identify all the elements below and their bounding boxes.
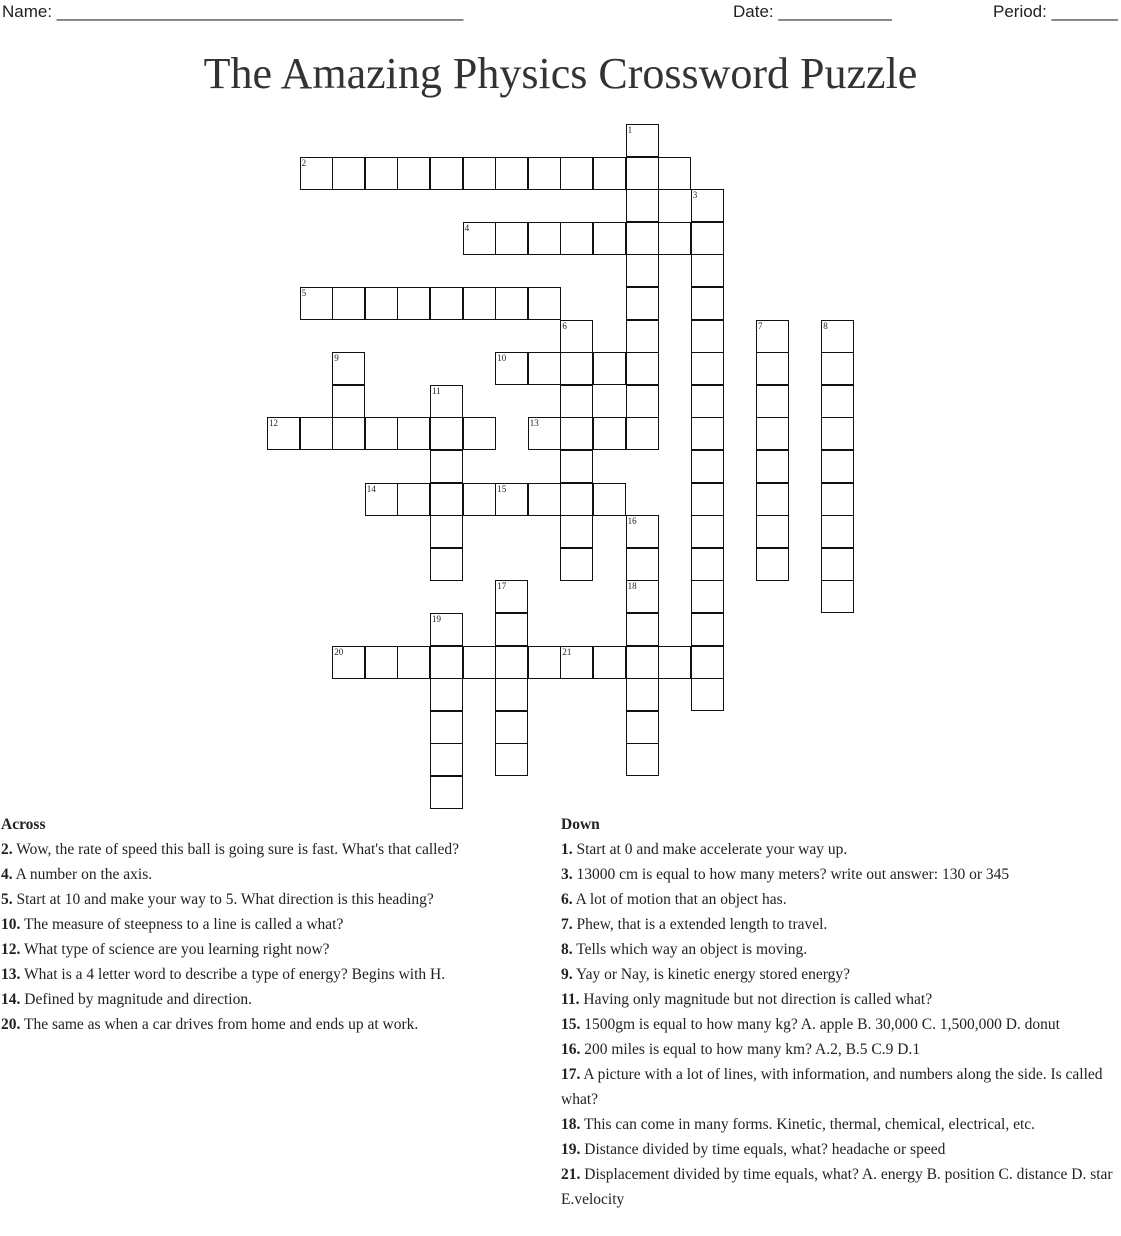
- down-clue: [561, 1062, 1117, 1112]
- clue-text: 13000 cm is equal to how many meters? write out answer: 130 or 345: [576, 866, 1010, 883]
- grid-cell[interactable]: [463, 157, 496, 190]
- grid-cell[interactable]: [332, 385, 365, 418]
- grid-cell[interactable]: [495, 646, 528, 679]
- grid-cell[interactable]: [495, 287, 528, 320]
- clue-num: 18.: [561, 1116, 581, 1133]
- across-clue: [1, 937, 541, 962]
- clue-number-6: 6: [562, 320, 567, 331]
- period-field-label: Period: _______: [993, 2, 1118, 21]
- across-clue: [1, 837, 541, 862]
- grid-cell[interactable]: [463, 287, 496, 320]
- grid-cell[interactable]: [756, 385, 789, 418]
- grid-cell[interactable]: [691, 385, 724, 418]
- grid-cell[interactable]: [626, 417, 659, 450]
- grid-cell[interactable]: [821, 580, 854, 613]
- down-heading: Down: [561, 816, 600, 833]
- grid-cell[interactable]: [626, 385, 659, 418]
- grid-cell[interactable]: [430, 417, 463, 450]
- grid-cell[interactable]: [756, 450, 789, 483]
- clue-number-3: 3: [692, 190, 698, 201]
- clue-number-9: 9: [334, 353, 339, 364]
- clue-number-14: 14: [366, 483, 376, 494]
- clue-num: 7.: [561, 916, 573, 933]
- down-clues: [561, 812, 1117, 1212]
- clue-number-2: 2: [301, 157, 307, 168]
- grid-cell[interactable]: [560, 352, 593, 385]
- grid-cell[interactable]: [691, 515, 724, 548]
- clue-num: 21.: [561, 1166, 581, 1183]
- clue-num: 14.: [1, 991, 21, 1008]
- grid-cell[interactable]: [430, 157, 463, 190]
- clue-number-20: 20: [334, 646, 344, 657]
- clue-text: 1500gm is equal to how many kg? A. apple B. 30,000 C. 1,500,000 D. donut: [584, 1016, 1060, 1033]
- clue-text: Start at 10 and make your way to 5. What direction is this heading?: [16, 891, 434, 908]
- clue-num: 1.: [561, 841, 573, 858]
- clue-text: Having only magnitude but not direction is called what?: [583, 991, 933, 1008]
- grid-cell[interactable]: [495, 678, 528, 711]
- clue-text: Defined by magnitude and direction.: [24, 991, 252, 1008]
- grid-cell[interactable]: [593, 483, 626, 516]
- grid-cell[interactable]: [430, 483, 463, 516]
- grid-cell[interactable]: [430, 776, 463, 809]
- clue-number-19: 19: [432, 614, 441, 624]
- clue-number-16: 16: [627, 516, 637, 527]
- across-clue: [1, 1012, 541, 1037]
- grid-cell[interactable]: [560, 450, 593, 483]
- grid-cell[interactable]: [560, 417, 593, 450]
- grid-cell[interactable]: [430, 743, 463, 776]
- grid-cell[interactable]: [626, 613, 659, 646]
- grid-cell[interactable]: [332, 417, 365, 450]
- grid-cell[interactable]: [528, 222, 561, 255]
- across-clue: [1, 962, 541, 987]
- grid-cell[interactable]: [691, 254, 724, 287]
- clue-text: What is a 4 letter word to describe a type of energy? Begins with H.: [23, 966, 446, 983]
- grid-cell[interactable]: [397, 157, 430, 190]
- grid-cell[interactable]: [691, 613, 724, 646]
- clue-num: 8.: [561, 941, 573, 958]
- down-clue: [561, 1012, 1117, 1037]
- clue-number-17: 17: [497, 581, 507, 592]
- clue-text: Displacement divided by time equals, what? A. energy B. position C. distance D. star E.velocity: [561, 1166, 1113, 1208]
- clue-number-11: 11: [432, 385, 441, 396]
- clue-text: Yay or Nay, is kinetic energy stored energy?: [575, 966, 850, 983]
- grid-cell[interactable]: [691, 483, 724, 516]
- clue-number-18: 18: [627, 581, 637, 592]
- grid-cell[interactable]: [397, 483, 430, 516]
- grid-cell[interactable]: [365, 646, 398, 679]
- grid-cell[interactable]: [430, 678, 463, 711]
- grid-cell[interactable]: [821, 483, 854, 516]
- clue-text: A number on the axis.: [15, 866, 153, 883]
- grid-cell[interactable]: [560, 548, 593, 581]
- clue-num: 2.: [1, 841, 13, 858]
- clue-num: 19.: [561, 1141, 581, 1158]
- grid-cell[interactable]: [397, 417, 430, 450]
- grid-cell[interactable]: [430, 287, 463, 320]
- down-clue: [561, 912, 1117, 937]
- grid-cell[interactable]: [821, 450, 854, 483]
- grid-cell[interactable]: [756, 483, 789, 516]
- down-clue: [561, 962, 1117, 987]
- clue-num: 5.: [1, 891, 13, 908]
- across-clue: [1, 912, 541, 937]
- across-clue: [1, 887, 541, 912]
- clue-num: 9.: [561, 966, 573, 983]
- grid-cell[interactable]: [691, 417, 724, 450]
- clue-num: 3.: [561, 866, 573, 883]
- across-clues: [1, 812, 541, 1037]
- grid-cell[interactable]: [821, 352, 854, 385]
- grid-cell[interactable]: [691, 450, 724, 483]
- clue-num: 10.: [1, 916, 21, 933]
- puzzle-title: The Amazing Physics Crossword Puzzle: [203, 49, 918, 98]
- grid-cell[interactable]: [691, 678, 724, 711]
- grid-cell[interactable]: [300, 417, 333, 450]
- grid-cell[interactable]: [560, 385, 593, 418]
- down-clue: [561, 837, 1117, 862]
- grid-cell[interactable]: [463, 417, 496, 450]
- grid-cell[interactable]: [332, 287, 365, 320]
- clue-num: 20.: [1, 1016, 21, 1033]
- grid-cell[interactable]: [658, 157, 691, 190]
- grid-cell[interactable]: [528, 646, 561, 679]
- clue-text: Start at 0 and make accelerate your way up.: [576, 841, 848, 858]
- grid-cell[interactable]: [430, 515, 463, 548]
- grid-cell[interactable]: [397, 646, 430, 679]
- clue-text: The measure of steepness to a line is called a what?: [23, 916, 344, 933]
- grid-cell[interactable]: [691, 222, 724, 255]
- clue-number-12: 12: [269, 418, 278, 429]
- across-clue: [1, 862, 541, 887]
- clue-number-10: 10: [497, 353, 507, 364]
- grid-cell[interactable]: [756, 352, 789, 385]
- clue-text: Wow, the rate of speed this ball is going sure is fast. What's that called?: [16, 841, 459, 858]
- down-clue: [561, 862, 1117, 887]
- down-clue: [561, 987, 1117, 1012]
- grid-cell[interactable]: [626, 254, 659, 287]
- down-clue: [561, 1162, 1117, 1212]
- clue-number-8: 8: [823, 320, 828, 331]
- grid-cell[interactable]: [626, 222, 659, 255]
- down-clue: [561, 1112, 1117, 1137]
- clue-number-7: 7: [758, 320, 763, 331]
- grid-cell[interactable]: [430, 711, 463, 744]
- clue-number-5: 5: [301, 288, 307, 298]
- grid-cell[interactable]: [821, 385, 854, 418]
- down-clue: [561, 1137, 1117, 1162]
- clue-text: Phew, that is a extended length to travel.: [576, 916, 828, 933]
- grid-cell[interactable]: [430, 646, 463, 679]
- grid-cell[interactable]: [691, 320, 724, 353]
- grid-cell[interactable]: [691, 580, 724, 613]
- grid-cell[interactable]: [626, 743, 659, 776]
- clue-num: 13.: [1, 966, 21, 983]
- grid-cell[interactable]: [691, 287, 724, 320]
- grid-cell[interactable]: [593, 157, 626, 190]
- grid-cell[interactable]: [626, 287, 659, 320]
- grid-cell[interactable]: [756, 417, 789, 450]
- clue-text: Tells which way an object is moving.: [576, 941, 808, 958]
- clue-text: The same as when a car drives from home and ends up at work.: [23, 1016, 419, 1033]
- grid-cell[interactable]: [658, 646, 691, 679]
- grid-cell[interactable]: [560, 222, 593, 255]
- grid-cell[interactable]: [332, 157, 365, 190]
- clue-num: 16.: [561, 1041, 581, 1058]
- grid-cell[interactable]: [430, 548, 463, 581]
- down-clue: [561, 887, 1117, 912]
- name-field-label: Name: ___________________________________________: [2, 2, 464, 21]
- grid-cell[interactable]: [495, 222, 528, 255]
- grid-cell[interactable]: [626, 678, 659, 711]
- grid-cell[interactable]: [821, 515, 854, 548]
- clue-num: 15.: [561, 1016, 581, 1033]
- grid-cell[interactable]: [495, 711, 528, 744]
- clue-text: What type of science are you learning right now?: [23, 941, 330, 958]
- grid-cell[interactable]: [626, 189, 659, 222]
- clue-number-13: 13: [529, 418, 539, 429]
- grid-cell[interactable]: [593, 646, 626, 679]
- down-clue: [561, 937, 1117, 962]
- grid-cell[interactable]: [691, 352, 724, 385]
- grid-cell[interactable]: [463, 646, 496, 679]
- grid-cell[interactable]: [495, 613, 528, 646]
- grid-cell[interactable]: [691, 646, 724, 679]
- grid-cell[interactable]: [593, 352, 626, 385]
- grid-cell[interactable]: [560, 157, 593, 190]
- grid-cell[interactable]: [593, 222, 626, 255]
- clue-text: 200 miles is equal to how many km? A.2, B.5 C.9 D.1: [584, 1041, 921, 1058]
- grid-cell[interactable]: [495, 743, 528, 776]
- grid-cell[interactable]: [821, 417, 854, 450]
- grid-cell[interactable]: [658, 222, 691, 255]
- grid-cell[interactable]: [691, 548, 724, 581]
- grid-cell[interactable]: [626, 711, 659, 744]
- grid-cell[interactable]: [430, 450, 463, 483]
- clue-text: A picture with a lot of lines, with information, and numbers along the side. Is called what?: [561, 1066, 1103, 1108]
- clue-text: Distance divided by time equals, what? headache or speed: [584, 1141, 946, 1158]
- grid-cell[interactable]: [626, 157, 659, 190]
- grid-cell[interactable]: [463, 483, 496, 516]
- grid-cell[interactable]: [560, 515, 593, 548]
- grid-cell[interactable]: [626, 352, 659, 385]
- grid-cell[interactable]: [756, 515, 789, 548]
- grid-cell[interactable]: [626, 548, 659, 581]
- grid-cell[interactable]: [397, 287, 430, 320]
- grid-cell[interactable]: [528, 287, 561, 320]
- grid-cell[interactable]: [560, 483, 593, 516]
- grid-cell[interactable]: [593, 417, 626, 450]
- across-heading: Across: [1, 816, 46, 833]
- grid-cell[interactable]: [626, 646, 659, 679]
- clue-text: A lot of motion that an object has.: [575, 891, 787, 908]
- clue-num: 6.: [561, 891, 573, 908]
- grid-cell[interactable]: [365, 417, 398, 450]
- grid-cell[interactable]: [528, 483, 561, 516]
- grid-cell[interactable]: [528, 352, 561, 385]
- clue-num: 12.: [1, 941, 21, 958]
- grid-cell[interactable]: [365, 287, 398, 320]
- date-field-label: Date: ____________: [733, 2, 892, 21]
- grid-cell[interactable]: [365, 157, 398, 190]
- clue-num: 17.: [561, 1066, 581, 1083]
- grid-cell[interactable]: [756, 548, 789, 581]
- clue-number-21: 21: [562, 646, 572, 657]
- clue-number-15: 15: [497, 483, 507, 494]
- clue-num: 4.: [1, 866, 13, 883]
- grid-cell[interactable]: [821, 548, 854, 581]
- across-clue: [1, 987, 541, 1012]
- grid-cell[interactable]: [495, 157, 528, 190]
- clue-number-4: 4: [464, 222, 470, 233]
- clue-num: 11.: [561, 991, 580, 1008]
- clue-text: This can come in many forms. Kinetic, thermal, chemical, electrical, etc.: [583, 1116, 1036, 1133]
- grid-cell[interactable]: [626, 320, 659, 353]
- clue-number-1: 1: [627, 125, 633, 135]
- down-clue: [561, 1037, 1117, 1062]
- grid-cell[interactable]: [528, 157, 561, 190]
